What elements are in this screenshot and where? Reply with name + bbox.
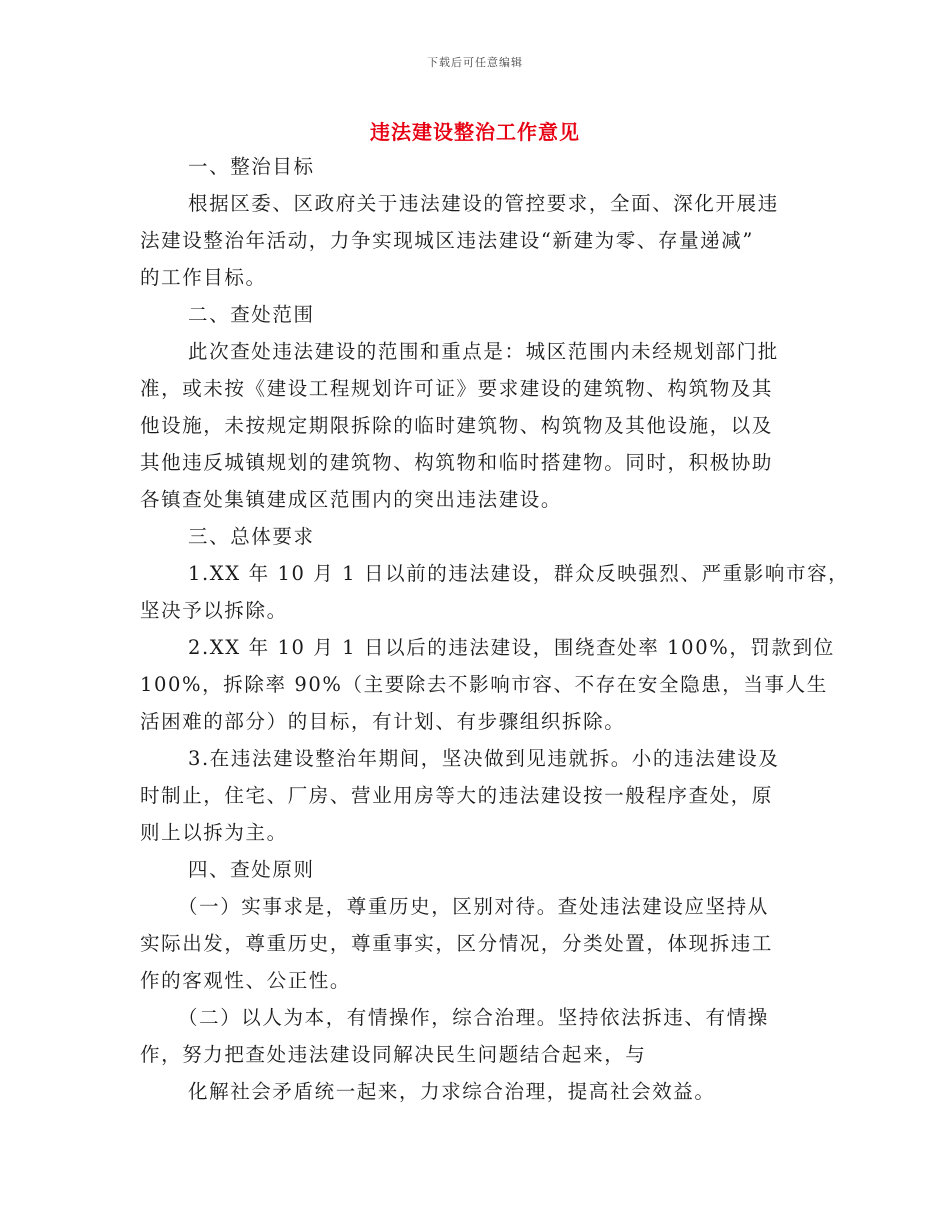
section-heading-targets: 一、整治目标: [188, 155, 315, 178]
paragraph-line: 则上以拆为主。: [140, 821, 288, 844]
paragraph-line: （一）实事求是，尊重历史，区别对待。查处违法建设应坚持从: [178, 895, 769, 918]
paragraph-line: 2.XX 年 10 月 1 日以后的违法建设，围绕查处率 100%，罚款到位: [188, 636, 835, 659]
paragraph-line: 作，努力把查处违法建设同解决民生问题结合起来，与: [140, 1043, 647, 1066]
section-heading-requirements: 三、总体要求: [188, 525, 315, 548]
paragraph-line: 1.XX 年 10 月 1 日以前的违法建设，群众反映强烈、严重影响市容，: [188, 562, 850, 585]
paragraph-line: （二）以人为本，有情操作，综合治理。坚持依法拆违、有情操: [178, 1006, 769, 1029]
paragraph-line: 实际出发，尊重历史，尊重事实，区分情况，分类处置，体现拆违工: [140, 932, 774, 955]
paragraph-line: 根据区委、区政府关于违法建设的管控要求，全面、深化开展违: [188, 192, 779, 215]
paragraph-line: 作的客观性、公正性。: [140, 969, 352, 992]
paragraph-line: 时制止，住宅、厂房、营业用房等大的违法建设按一般程序查处，原: [140, 784, 774, 807]
document-title: 违法建设整治工作意见: [370, 120, 580, 144]
paragraph-line: 活困难的部分）的目标，有计划、有步骤组织拆除。: [140, 710, 626, 733]
paragraph-line: 100%，拆除率 90%（主要除去不影响市容、不存在安全隐患，当事人生: [140, 673, 828, 696]
section-heading-scope: 二、查处范围: [188, 303, 315, 326]
paragraph-line: 法建设整治年活动，力争实现城区违法建设“新建为零、存量递减”: [140, 229, 754, 252]
paragraph-line: 准，或未按《建设工程规划许可证》要求建设的建筑物、构筑物及其: [140, 377, 774, 400]
section-heading-principles: 四、查处原则: [188, 858, 315, 881]
paragraph-line: 此次查处违法建设的范围和重点是：城区范围内未经规划部门批: [188, 340, 779, 363]
paragraph-line: 3.在违法建设整治年期间，坚决做到见违就拆。小的违法建设及: [188, 747, 780, 770]
paragraph-line: 各镇查处集镇建成区范围内的突出违法建设。: [140, 488, 563, 511]
paragraph-line: 他设施，未按规定期限拆除的临时建筑物、构筑物及其他设施，以及: [140, 414, 774, 437]
paragraph-line: 的工作目标。: [140, 266, 267, 289]
paragraph-line: 化解社会矛盾统一起来，力求综合治理，提高社会效益。: [188, 1080, 716, 1103]
page-header-note: 下载后可任意编辑: [427, 56, 523, 69]
paragraph-line: 其他违反城镇规划的建筑物、构筑物和临时搭建物。同时，积极协助: [140, 451, 774, 474]
paragraph-line: 坚决予以拆除。: [140, 599, 288, 622]
